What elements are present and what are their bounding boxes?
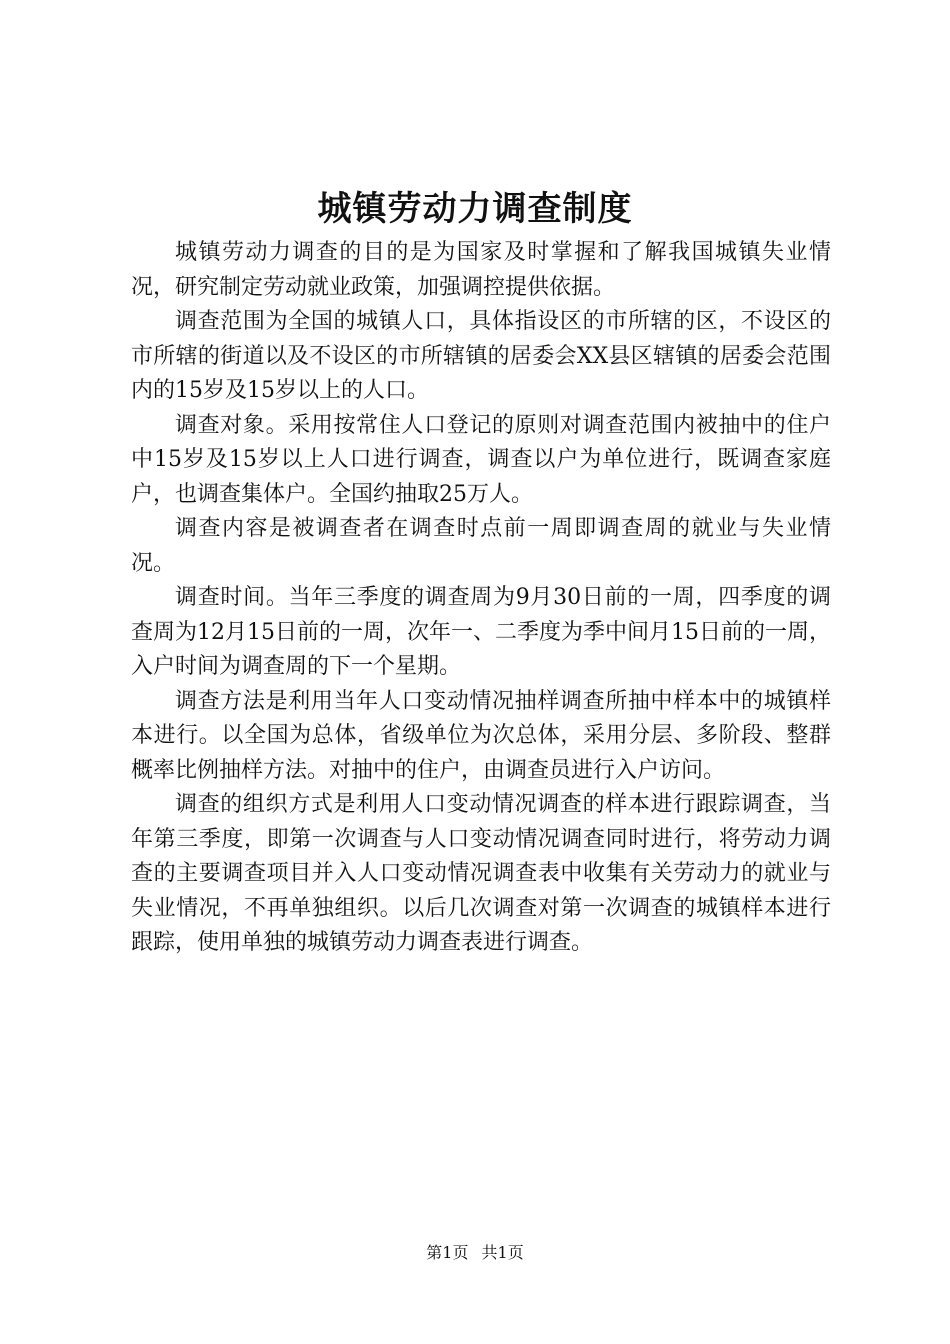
document-title: 城镇劳动力调查制度: [317, 189, 633, 229]
paragraph-content: 调查内容是被调查者在调查时点前一周即调查周的就业与失业情况。: [131, 516, 831, 576]
document-body: [131, 236, 831, 961]
paragraph-purpose: 城镇劳动力调查的目的是为国家及时掌握和了解我国城镇失业情况，研究制定劳动就业政策，加强调控提供依据。: [131, 240, 831, 300]
paragraph-method: 调查方法是利用当年人口变动情况抽样调查所抽中样本中的城镇样本进行。以全国为总体，省级单位为次总体，采用分层、多阶段、整群概率比例抽样方法。对抽中的住户，由调查员进行入户访问。: [131, 688, 831, 783]
paragraph-timing: 调查时间。当年三季度的调查周为9月30日前的一周，四季度的调查周为12月15日前的一周，次年一、二季度为季中间月15日前的一周，入户时间为调查周的下一个星期。: [131, 585, 831, 679]
paragraph-organization: 调查的组织方式是利用人口变动情况调查的样本进行跟踪调查，当年第三季度，即第一次调查与人口变动情况调查同时进行，将劳动力调查的主要调查项目并入人口变动情况调查表中收集有关劳动力的就业与失业情况，不再单独组织。以后几次调查对第一次调查的城镇样本进行跟踪，使用单独的城镇劳动力调查表进行调查。: [131, 792, 831, 955]
paragraph-scope: 调查范围为全国的城镇人口，具体指设区的市所辖的区，不设区的市所辖的街道以及不设区的市所辖镇的居委会XX县区辖镇的居委会范围内的15岁及15岁以上的人口。: [131, 309, 831, 403]
page-number-current: 第1页: [426, 1243, 469, 1262]
page-number-total: 共1页: [481, 1243, 524, 1262]
paragraph-subjects: 调查对象。采用按常住人口登记的原则对调查范围内被抽中的住户中15岁及15岁以上人口进行调查，调查以户为单位进行，既调查家庭户，也调查集体户。全国约抽取25万人。: [131, 412, 831, 507]
page-footer: [0, 1243, 950, 1263]
